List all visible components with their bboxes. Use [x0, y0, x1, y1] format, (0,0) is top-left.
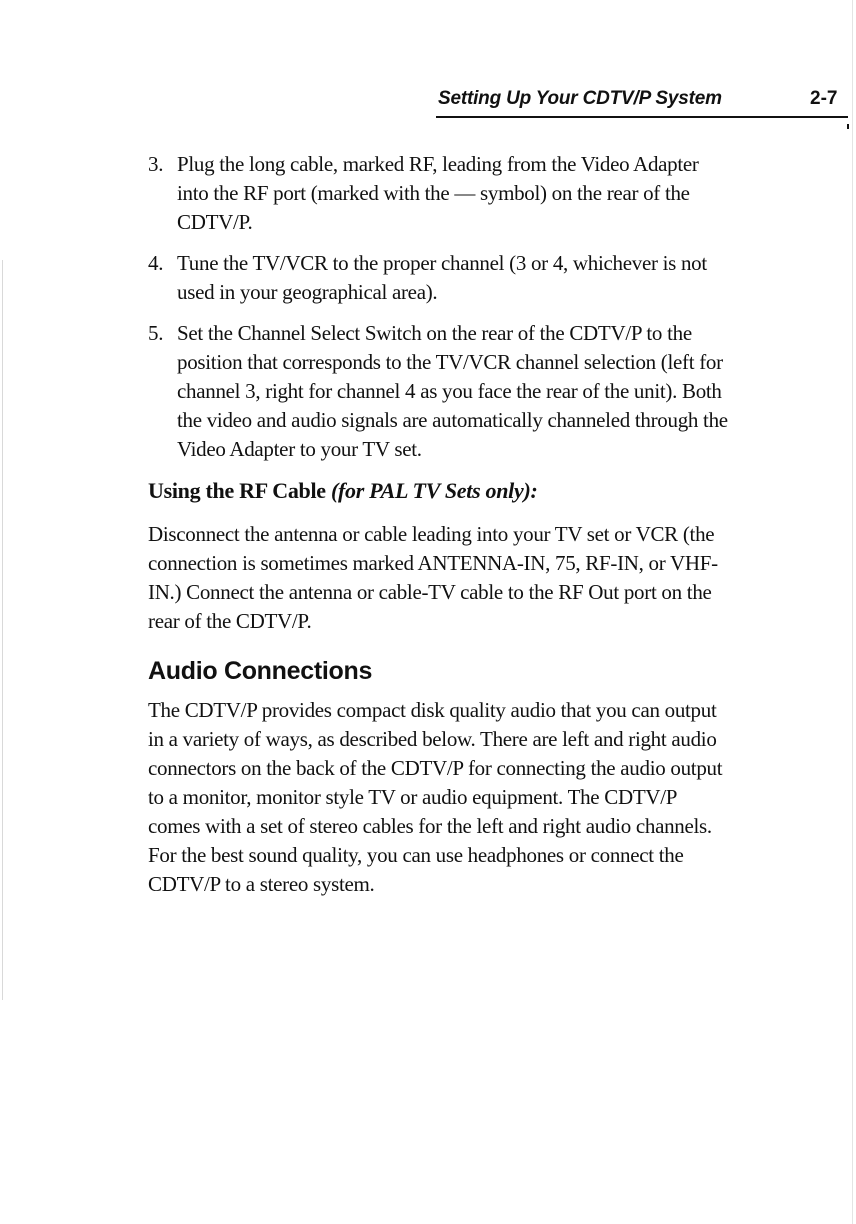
scan-edge-left [2, 260, 3, 1000]
step-number: 3. [148, 152, 164, 176]
scan-edge-right [852, 0, 853, 1224]
header-title: Setting Up Your CDTV/P System [438, 88, 722, 109]
rf-cable-heading-note: (for PAL TV Sets only): [330, 478, 538, 503]
running-header [0, 86, 856, 122]
step-text: Tune the TV/VCR to the proper channel (3 or 4, whichever is not used in your geographical area). [177, 251, 707, 304]
rf-cable-paragraph: Disconnect the antenna or cable leading into your TV set or VCR (the connection is sometimes marked ANTENNA-IN, 75, RF-IN, or VHF-IN.) Connect the antenna or cable-TV cable to the RF Out port on the rear of the CDTV/P. [148, 522, 718, 633]
header-tick [847, 124, 849, 129]
setup-steps [148, 150, 728, 464]
rf-cable-heading-main: Using the RF Cable [148, 478, 326, 503]
step-item [148, 249, 728, 307]
header-rule [436, 116, 848, 118]
step-item [148, 319, 728, 464]
step-number: 4. [148, 251, 164, 275]
step-number: 5. [148, 321, 164, 345]
page-body [148, 150, 728, 917]
rf-cable-heading [148, 476, 728, 506]
step-item [148, 150, 728, 237]
step-text: Set the Channel Select Switch on the rear of the CDTV/P to the position that corresponds to the TV/VCR channel selection (left for channel 3, right for channel 4 as you face the rear of the unit). Both the video and audio signals are automatically channeled through the Video Adapter to your TV set. [177, 321, 728, 461]
audio-connections-heading: Audio Connections [148, 657, 373, 685]
page-number: 2-7 [810, 88, 838, 109]
audio-connections-paragraph: The CDTV/P provides compact disk quality audio that you can output in a variety of ways, as described below. There are left and right audio connectors on the back of the CDTV/P for connecting the audio output to a monitor, monitor style TV or audio equipment. The CDTV/P comes with a set of stereo cables for the left and right audio channels. For the best sound quality, you can use headphones or connect the CDTV/P to a stereo system. [148, 698, 723, 896]
step-text: Plug the long cable, marked RF, leading from the Video Adapter into the RF port (marked with the — symbol) on the rear of the CDTV/P. [177, 152, 699, 234]
